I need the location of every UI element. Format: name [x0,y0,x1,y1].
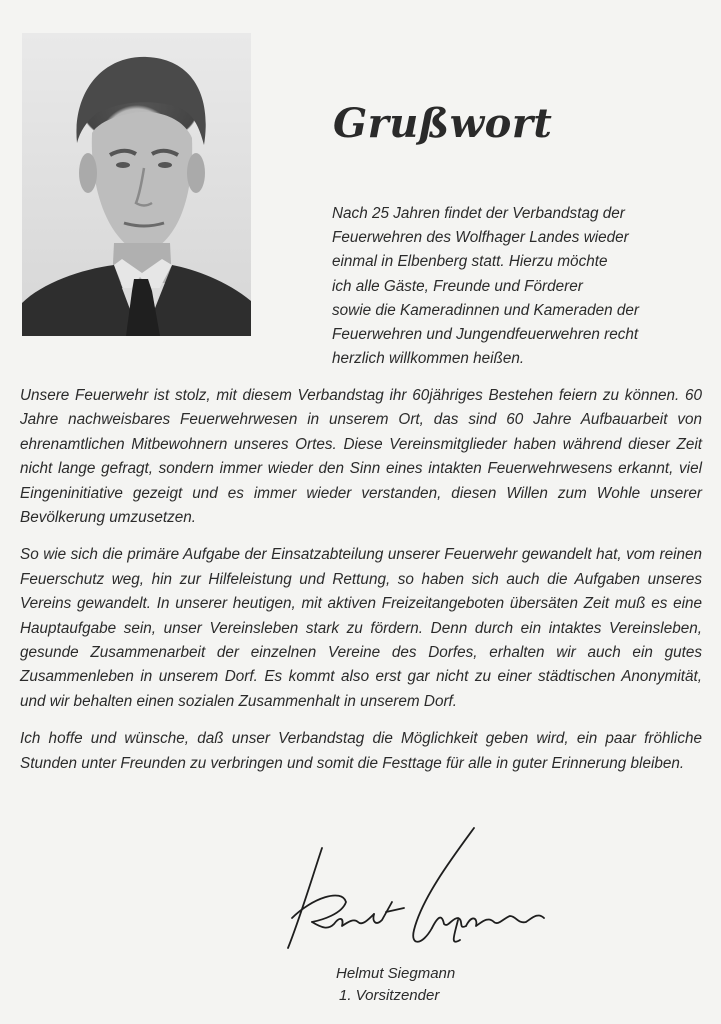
intro-line: Nach 25 Jahren findet der Verbandstag der [332,205,625,222]
intro-line: ich alle Gäste, Freunde und Förderer [332,277,583,295]
intro-line: sowie die Kameradinnen und Kameraden der [332,301,639,319]
intro-text [332,202,700,371]
intro-line: Feuerwehren und Jungendfeuerwehren recht [332,326,639,344]
paragraph: Ich hoffe und wünsche, daß unser Verbandstag die Möglichkeit geben wird, ein paar fröhliche Stunden unter Freunden zu verbringen und somit die Festtage für alle in guter Erinnerung bleiben. [20,730,702,772]
intro-line: Feuerwehren des Wolfhager Landes wieder [332,229,629,247]
signatory-role: 1. Vorsitzender [339,987,440,1004]
body-text [20,384,702,789]
intro-line: herzlich willkommen heißen. [332,350,525,368]
signatory-name: Helmut Siegmann [336,965,456,982]
portrait-photo [22,33,251,336]
paragraph: Unsere Feuerwehr ist stolz, mit diesem Verbandstag ihr 60jähriges Bestehen feiern zu können. 60 Jahre nachweisbares Feuerwehrwesen in unserem Ort, das sind 60 Jahre Aufbauarbeit von ehrenamtlichen Mitbewohnern unseres Ortes. Diese Vereinsmitglieder haben während dieser Zeit nicht lange gefragt, sondern immer wieder den Sinn eines intakten Feuerwehrwesens erkannt, viel Eingeninitiative gezeigt und es immer wieder verstanden, diesen Willen zum Wohle unserer Bevölkerung umzusetzen. [20,387,702,527]
page-title: Grußwort [333,100,553,147]
handwritten-signature [282,818,562,958]
intro-line: einmal in Elbenberg statt. Hierzu möchte [332,253,608,271]
paragraph: So wie sich die primäre Aufgabe der Einsatzabteilung unserer Feuerwehr gewandelt hat, vom reinen Feuerschutz weg, hin zur Hilfeleistung und Rettung, so haben sich auch die Aufgaben unseres Vereins gewandelt. In unserer heutigen, mit aktiven Freizeitangeboten übersäten Zeit muß es eine Hauptaufgabe sein, unser Vereinsleben stark zu fördern. Denn durch ein intaktes Vereinsleben, gesunde Zusammenarbeit der einzelnen Vereine des Dorfes, erhalten wir auch ein gutes Zusammenleben in unserem Dorf. Es kommt also erst gar nicht zu einer städtischen Anonymität, und wir behalten einen sozialen Zusammenhalt in unserem Dorf. [20,546,702,710]
